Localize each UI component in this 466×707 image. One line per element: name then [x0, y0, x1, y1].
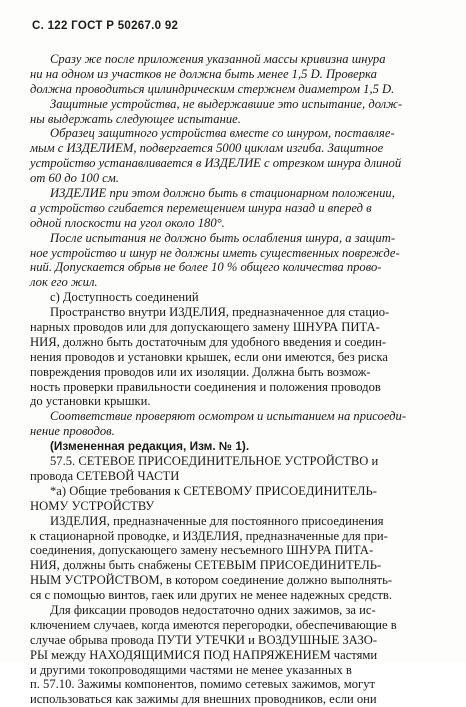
text-line: (Измененная редакция, Изм. № 1).	[50, 439, 250, 454]
text-line: с) Доступность соединений	[50, 290, 199, 305]
text-line: НИЯ, должно быть достаточным для удобного введения и соедин-	[30, 334, 387, 349]
paragraph	[30, 186, 448, 231]
text-line: НОМУ УСТРОЙСТВУ	[30, 498, 155, 513]
text-line: должна проводиться цилиндрическим стержнем диаметром 1,5 D.	[30, 81, 395, 96]
paragraph	[30, 409, 448, 439]
text-line: После испытания не должно быть ослабления шнура, а защит-	[50, 230, 396, 245]
text-line: одной плоскости на угол около 180°.	[30, 215, 225, 230]
paragraph	[30, 126, 448, 186]
text-line: ни на одном из участков не должна быть менее 1,5 D. Проверка	[30, 66, 377, 81]
text-line: ИЗДЕЛИЯ, предназначенные для постоянного присоединения	[50, 513, 384, 528]
text-line: соединения, допускающего замену несъемного ШНУРА ПИТА-	[30, 543, 374, 558]
text-line: повреждения проводов или их изоляции. Должна быть возмож-	[30, 364, 371, 379]
paragraph	[30, 52, 448, 97]
text-line: случае обрыва провода ПУТИ УТЕЧКИ и ВОЗДУШНЫЕ ЗАЗО-	[30, 632, 378, 647]
text-line: *а) Общие требования к СЕТЕВОМУ ПРИСОЕДИНИТЕЛЬ-	[50, 483, 377, 498]
paragraph	[30, 454, 448, 484]
text-line: нения проводов и установки крышек, если они имеются, без риска	[30, 349, 388, 364]
text-line: ность проверки правильности соединения и положения проводов	[30, 379, 381, 394]
text-line: Для фиксации проводов недостаточно одних зажимов, за ис-	[50, 602, 376, 617]
paragraph	[30, 231, 448, 291]
text-line: провода СЕТЕВОЙ ЧАСТИ	[30, 468, 180, 483]
text-line: 57.5. СЕТЕВОЕ ПРИСОЕДИНИТЕЛЬНОЕ УСТРОЙСТВО и	[50, 454, 379, 469]
text-line: ное устройство и шнур не должны иметь существенных поврежде-	[30, 245, 400, 260]
text-line: ключением случаев, когда имеются перегородки, обеспечивающие в	[30, 617, 397, 632]
text-line: и другими токопроводящими частями не менее указанных в	[30, 662, 352, 677]
text-line: нение проводов.	[30, 424, 115, 439]
text-line: мым с ИЗДЕЛИЕМ, подвергается 5000 циклам изгиба. Защитное	[30, 141, 384, 156]
text-line: НИЯ, должны быть снабжены СЕТЕВЫМ ПРИСОЕДИНИТЕЛЬ-	[30, 558, 382, 573]
text-line: до установки крышки.	[30, 394, 151, 409]
text-line: Сразу же после приложения указанной массы кривизна шнура	[50, 52, 386, 66]
text-line: Соответствие проверяют осмотром и испытанием на присоеди-	[50, 409, 407, 424]
text-line: п. 57.10. Зажимы компонентов, помимо сетевых зажимов, могут	[30, 677, 376, 692]
text-line: а устройство сгибается перемещением шнура назад и вперед в	[30, 200, 372, 215]
text-line: РЫ между НАХОДЯЩИМИСЯ ПОД НАПРЯЖЕНИЕМ частями	[30, 647, 378, 662]
paragraph	[30, 305, 448, 409]
text-line: Образец защитного устройства вместе со шнуром, поставляе-	[50, 126, 395, 141]
text-line: ИЗДЕЛИЕ при этом должно быть в стационарном положении,	[50, 186, 395, 201]
text-line: ся с помощью винтов, гаек или других не менее надежных средств.	[30, 588, 393, 603]
paragraph	[30, 484, 448, 514]
text-line: к стационарной проводке, и ИЗДЕЛИЯ, предназначенные для при-	[30, 528, 388, 543]
paragraph	[30, 290, 448, 305]
text-line: устройство устанавливается в ИЗДЕЛИЕ с отрезком шнура длиной	[30, 156, 402, 171]
text-line: НЫМ УСТРОЙСТВОМ, в котором соединение должно выполнять-	[30, 573, 393, 588]
page-header: С. 122 ГОСТ Р 50267.0 92	[32, 20, 179, 32]
text-line: Пространство внутри ИЗДЕЛИЯ, предназначенное для стацио-	[50, 305, 390, 320]
text-line: лок его жил.	[30, 275, 98, 290]
text-line: ны выдержать следующее испытание.	[30, 111, 241, 126]
paragraph	[30, 439, 448, 454]
text-line: от 60 до 100 см.	[30, 171, 119, 186]
text-line: Защитные устройства, не выдержавшие это испытание, долж-	[50, 96, 403, 111]
paragraph	[30, 514, 448, 603]
paragraph	[30, 603, 448, 707]
text-line: использоваться как зажимы для внешних проводников, если они	[30, 692, 377, 707]
paragraph	[30, 97, 448, 127]
document-body	[30, 52, 448, 707]
text-line: ний. Допускается обрыв не более 10 % общего количества прово-	[30, 260, 382, 275]
text-line: нарных проводов или для допускающего замену ШНУРА ПИТА-	[30, 320, 380, 335]
